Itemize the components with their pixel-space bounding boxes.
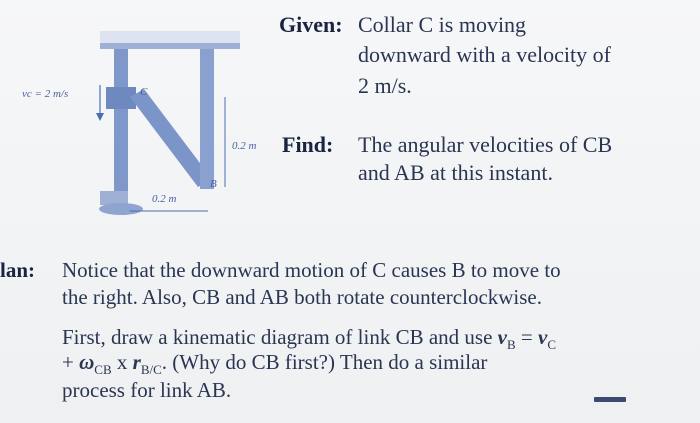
eq-equals: =: [515, 325, 539, 349]
eq-omega-sub: CB: [94, 362, 112, 378]
eq-r-sub: B/C: [140, 362, 162, 378]
bottom-ground: [100, 191, 128, 205]
plan-heading: lan:: [0, 258, 36, 282]
given-line-3: 2 m/s.: [358, 73, 412, 98]
plan-line-1: Notice that the downward motion of C causes B to move to: [62, 258, 561, 282]
top-ground: [100, 43, 240, 49]
given-line-2: downward with a velocity of: [358, 42, 611, 67]
velocity-arrowhead: [96, 113, 104, 121]
plan-line-4-rest: . (Why do CB first?) Then do a similar: [161, 350, 488, 374]
link-cb: [130, 89, 212, 187]
plan-line-5: process for link AB.: [62, 378, 232, 402]
eq-omega: ω: [79, 350, 95, 374]
eq-plus: +: [62, 350, 80, 374]
eq-r: r: [132, 350, 141, 374]
dim-horizontal-label: 0.2 m: [152, 193, 177, 205]
dim-vertical-label: 0.2 m: [232, 140, 257, 152]
velocity-label: vc = 2 m/s: [22, 88, 69, 100]
plan-line-3: [62, 325, 556, 353]
point-c-label: C: [140, 86, 148, 98]
eq-vc-sub: C: [547, 337, 557, 353]
base-plate: [99, 203, 143, 215]
plan-line-4: [62, 350, 487, 378]
link-ab: [200, 49, 214, 189]
guide-rod: [114, 49, 128, 209]
eq-vb-sub: B: [507, 337, 516, 353]
point-b-label: B: [210, 178, 217, 190]
plan-line-3-text: First, draw a kinematic diagram of link CB and use: [62, 325, 493, 349]
given-heading: Given:: [279, 12, 343, 37]
given-line-1: Collar C is moving: [358, 12, 527, 37]
eq-vb: v: [497, 325, 507, 349]
slide-marker: [594, 397, 626, 402]
plan-line-2: the right. Also, CB and AB both rotate counterclockwise.: [62, 285, 543, 309]
top-ground-hatch: [100, 31, 240, 43]
find-heading: Find:: [282, 132, 334, 157]
eq-cross: x: [111, 350, 133, 374]
find-line-1: The angular velocities of CB: [358, 132, 613, 157]
eq-vc: v: [538, 325, 548, 349]
find-line-2: and AB at this instant.: [358, 160, 553, 185]
